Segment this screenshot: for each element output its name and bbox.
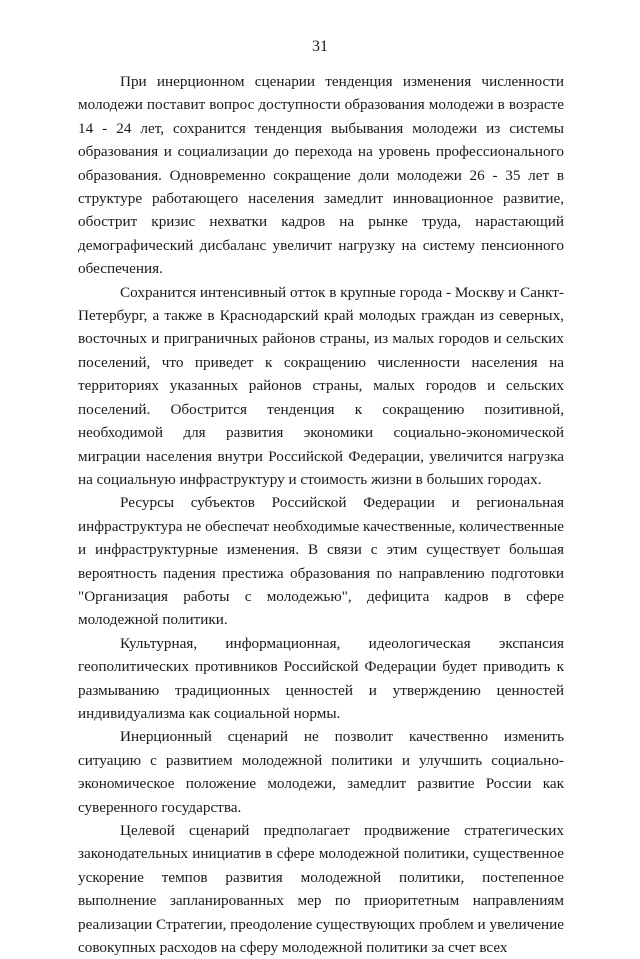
paragraph-migration-outflow: Сохранится интенсивный отток в крупные города - Москву и Санкт-Петербург, а также в Краснодарский край молодых граждан из северных, восточных и приграничных районов страны, из малых городов и сельских поселений, что приведет к сокращению численности населения на территориях указанных районов страны, малых городов и сельских поселений. Обострится тенденция к сокращению позитивной, необходимой для развития экономики социально-экономической миграции населения внутри Российской Федерации, увеличится нагрузка на социальную инфраструктуру и стоимость жизни в больших городах.: [78, 283, 564, 488]
paragraph-inertial-conclusion: Инерционный сценарий не позволит качественно изменить ситуацию с развитием молодежной политики и улучшить социально-экономическое положение молодежи, замедлит развитие России как суверенного государства.: [78, 728, 564, 816]
paragraph-cultural-expansion: Культурная, информационная, идеологическая экспансия геополитических противников Российской Федерации будет приводить к размыванию традиционных ценностей и утверждению ценностей индивидуализма как социальной нормы.: [78, 634, 564, 722]
page-number: 31: [312, 38, 328, 55]
paragraph-target-scenario: Целевой сценарий предполагает продвижение стратегических законодательных инициатив в сфере молодежной политики, существенное ускорение темпов развития молодежной политики, постепенное выполнение запланированных мер по приоритетным направлениям реализации Стратегии, преодоление существующих проблем и увеличение совокупных расходов на сферу молодежной политики за счет всех: [78, 822, 564, 957]
paragraph-inertial-scenario-demographics: При инерционном сценарии тенденция изменения численности молодежи поставит вопрос доступности образования молодежи в возрасте 14 - 24 лет, сохранится тенденция выбывания молодежи из системы образования и социализации до перехода на уровень профессионального образования. Одновременно сокращение доли молодежи 26 - 35 лет в структуре работающего населения замедлит инновационное развитие, обострит кризис нехватки кадров на рынке труда, нарастающий демографический дисбаланс увеличит нагрузку на систему пенсионного обеспечения.: [78, 73, 564, 278]
paragraph-regional-resources: Ресурсы субъектов Российской Федерации и региональная инфраструктура не обеспечат необходимые качественные, количественные и инфраструктурные изменения. В связи с этим существует большая вероятность падения престижа образования по направлению подготовки "Организация работы с молодежью", дефицита кадров в сфере молодежной политики.: [78, 494, 564, 629]
body-text: [78, 70, 564, 959]
